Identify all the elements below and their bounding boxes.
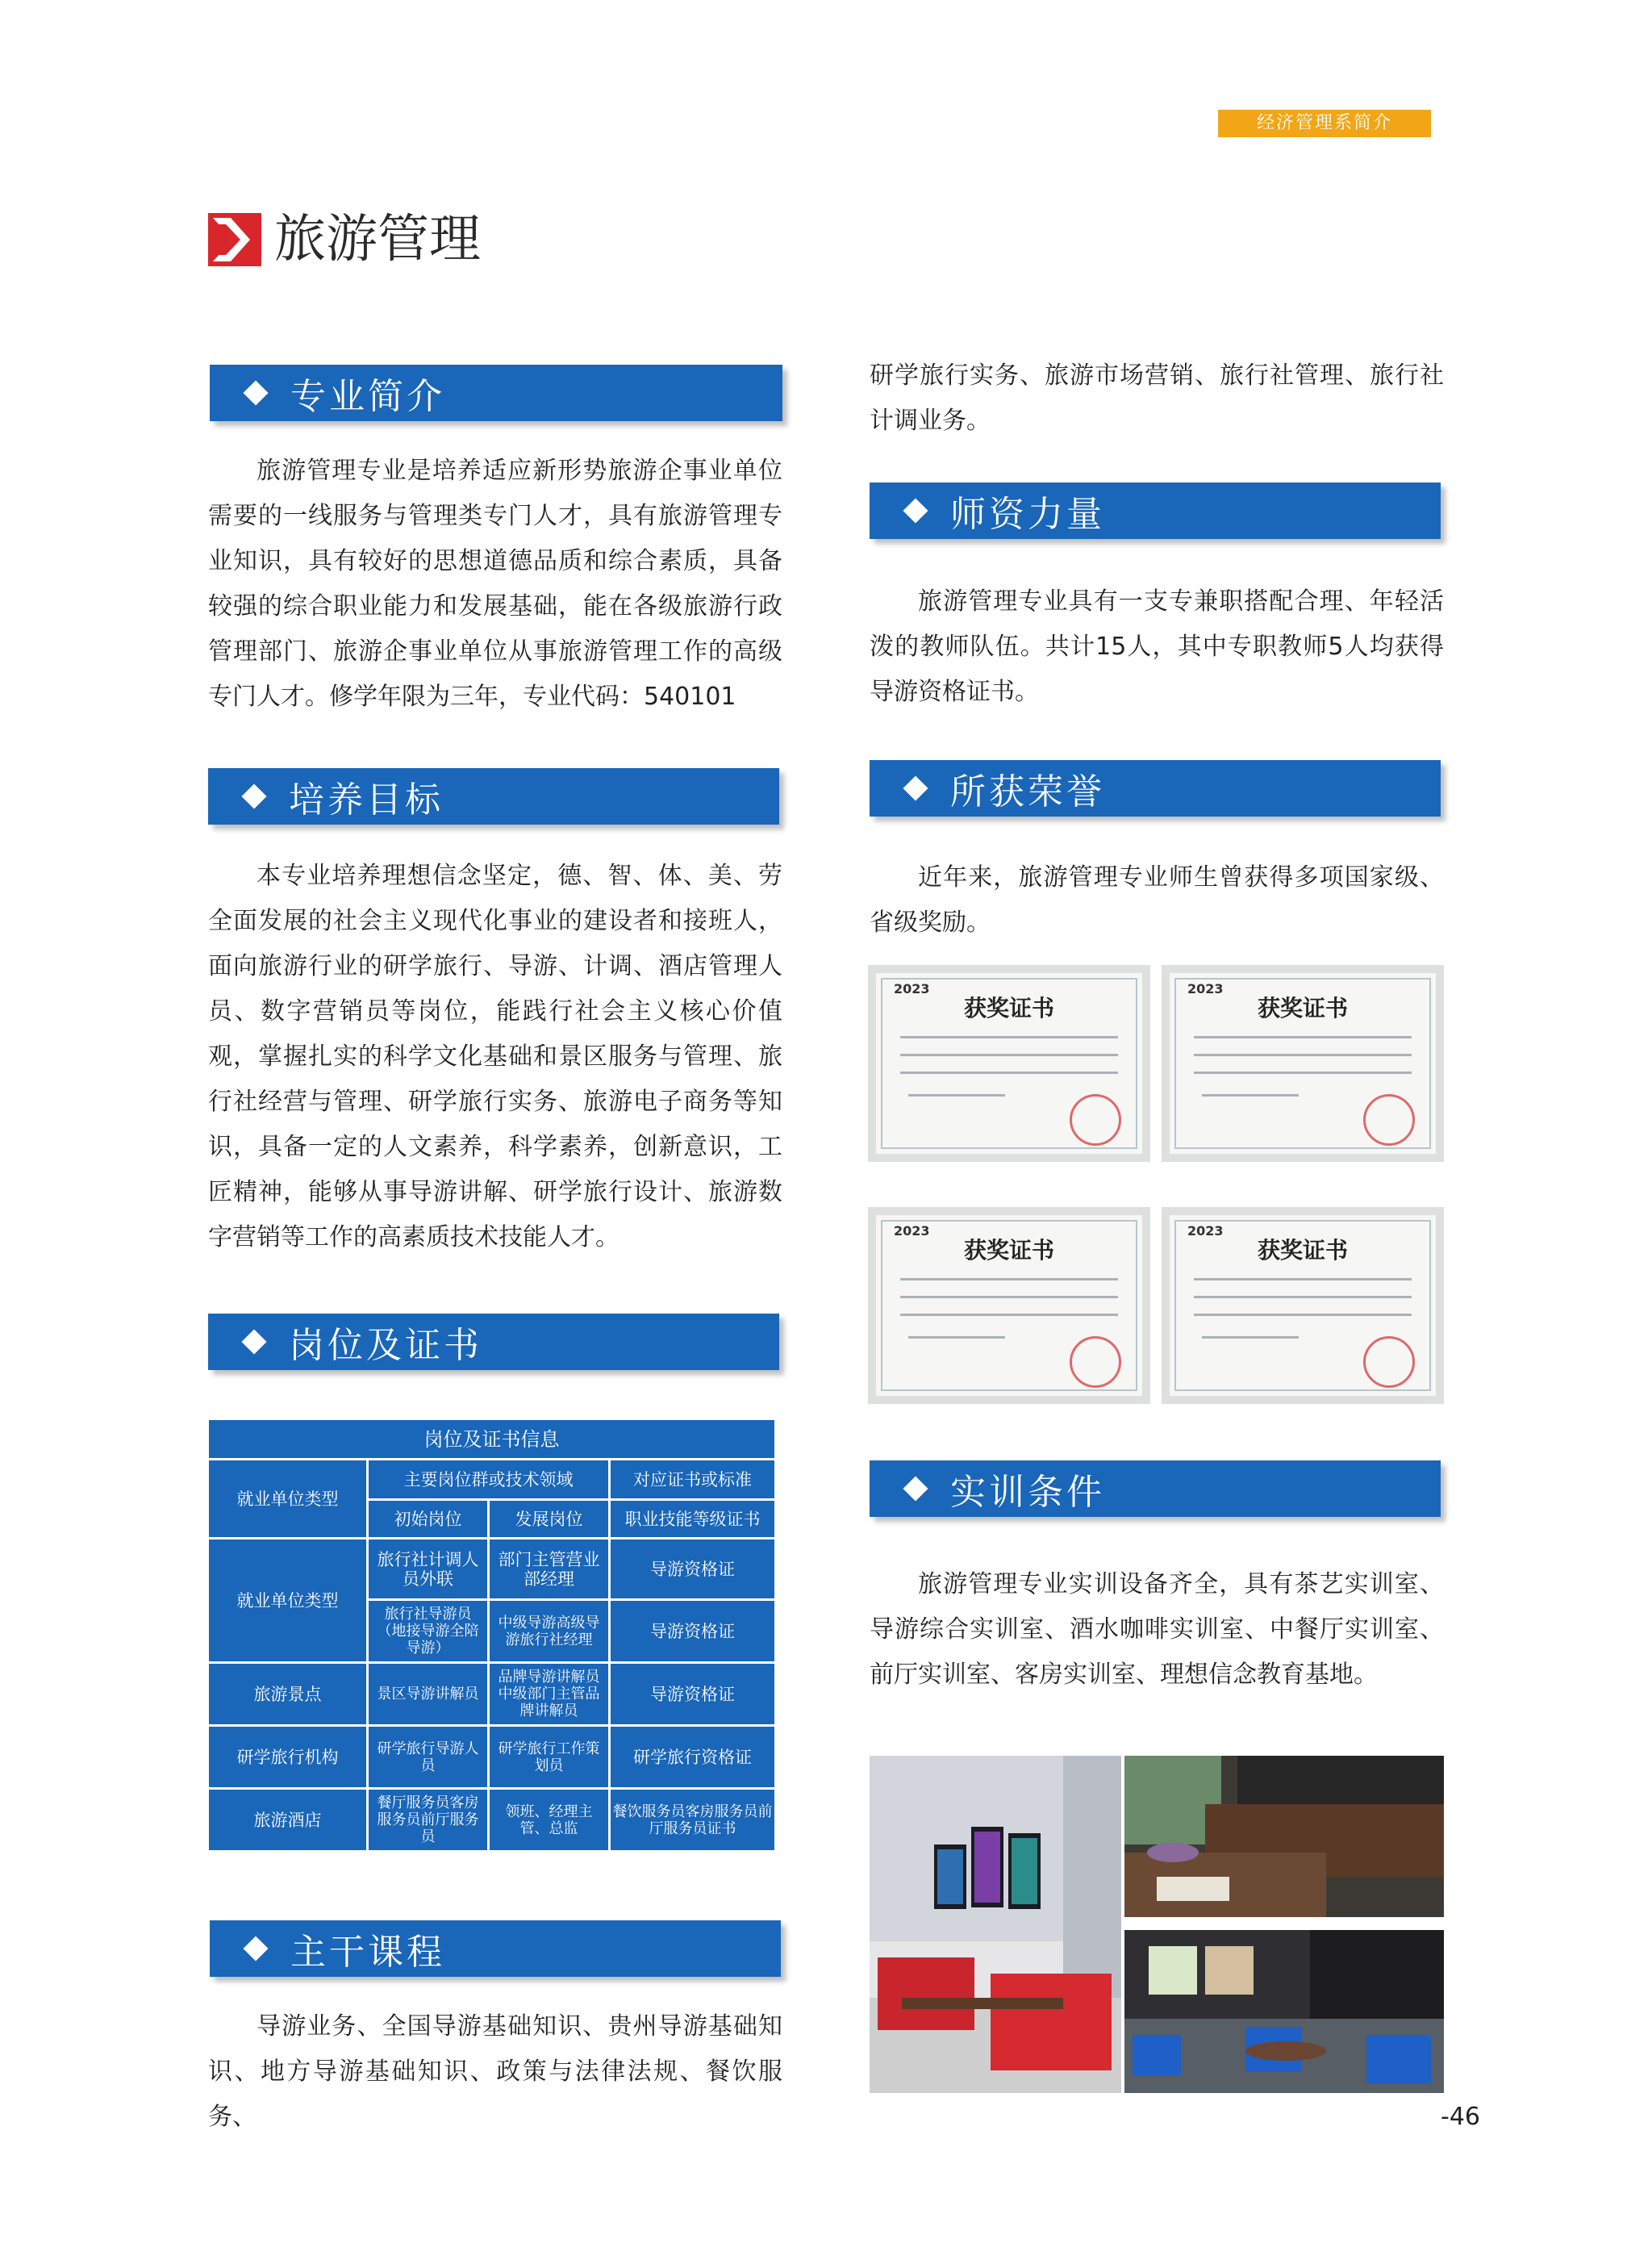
- diamond-icon: [903, 1476, 928, 1501]
- table-row: [208, 1726, 776, 1789]
- certificate-badge: 2023: [894, 1223, 930, 1239]
- page-title: 旅游管理: [274, 210, 481, 269]
- certificate-badge: 2023: [1187, 1223, 1224, 1239]
- section-header-jobs: [208, 1314, 779, 1370]
- table-caption: 岗位及证书信息: [208, 1419, 776, 1460]
- jobs-certificate-table: [206, 1418, 774, 1853]
- award-certificate-image: [1162, 965, 1444, 1162]
- table-cell: 部门主管营业部经理: [489, 1539, 610, 1600]
- table-header: 主要岗位群或技术领域: [368, 1460, 610, 1500]
- courses-paragraph: 导游业务、全国导游基础知识、贵州导游基础知识、地方导游基础知识、政策与法律法规、餐饮服务、: [208, 2012, 782, 2131]
- page-number: -46: [1441, 2103, 1480, 2131]
- certificate-title: 获奖证书: [963, 995, 1054, 1021]
- training-room-photo-bottom: [1124, 1930, 1444, 2093]
- diamond-icon: [903, 775, 928, 800]
- award-certificate-image: [868, 1207, 1150, 1404]
- table-cell: 研学旅行工作策划员: [489, 1726, 610, 1789]
- table-header: 初始岗位: [368, 1500, 489, 1539]
- table-cell: 餐饮服务员客房服务员前厅服务员证书: [610, 1789, 776, 1852]
- department-tag: 经济管理系简介: [1218, 110, 1431, 137]
- honors-paragraph: 近年来，旅游管理专业师生曾获得多项国家级、省级奖励。: [870, 863, 1444, 937]
- award-certificate-image: [1162, 1207, 1444, 1404]
- training-room-photo-large: [870, 1756, 1121, 2093]
- training-room-photo-top: [1124, 1756, 1444, 1917]
- section-header-honors: [870, 760, 1441, 817]
- table-cell: 中级导游高级导游旅行社经理: [489, 1600, 610, 1663]
- courses-paragraph-continued: 研学旅行实务、旅游市场营销、旅行社管理、旅行社计调业务。: [870, 361, 1444, 435]
- section-title: 培养目标: [289, 779, 444, 821]
- table-cell: 导游资格证: [610, 1600, 776, 1663]
- certificate-badge: 2023: [894, 981, 930, 996]
- section-title: 主干课程: [290, 1932, 445, 1973]
- table-cell: 旅行社计调人员外联: [368, 1539, 489, 1600]
- seal-stamp-icon: [1363, 1336, 1415, 1388]
- section-title: 专业简介: [290, 376, 445, 417]
- faculty-paragraph: 旅游管理专业具有一支专兼职搭配合理、年轻活泼的教师队伍。共计15人，其中专职教师5人均获得导游资格证书。: [870, 587, 1444, 706]
- section-header-goal: [208, 768, 779, 825]
- diamond-icon: [243, 380, 268, 405]
- award-certificate-image: [868, 965, 1150, 1162]
- section-title: 岗位及证书: [289, 1325, 482, 1366]
- table-cell: 领班、经理主管、总监: [489, 1789, 610, 1852]
- table-cell: 景区导游讲解员: [368, 1663, 489, 1726]
- table-cell: 研学旅行导游人员: [368, 1726, 489, 1789]
- table-row: [208, 1539, 776, 1600]
- goal-paragraph: 本专业培养理想信念坚定，德、智、体、美、劳全面发展的社会主义现代化事业的建设者和接班人，面向旅游行业的研学旅行、导游、计调、酒店管理人员、数字营销员等岗位，能践行社会主义核心价值观，掌握扎实的科学文化基础和景区服务与管理、旅行社经营与管理、研学旅行实务、旅游电子商务等知识，具备一定的人文素养，科学素养，创新意识，工匠精神，能够从事导游讲解、研学旅行设计、旅游数字营销等工作的高素质技术技能人才。: [208, 862, 782, 1251]
- intro-paragraph: 旅游管理专业是培养适应新形势旅游企事业单位需要的一线服务与管理类专门人才，具有旅游管理专业知识，具有较好的思想道德品质和综合素质，具备较强的综合职业能力和发展基础，能在各级旅游行政管理部门、旅游企事业单位从事旅游管理工作的高级专门人才。修学年限为三年，专业代码：540101: [208, 457, 782, 711]
- section-header-faculty: [870, 483, 1441, 539]
- table-cell: 研学旅行机构: [208, 1726, 368, 1789]
- certificate-title: 获奖证书: [963, 1237, 1054, 1264]
- certificate-title: 获奖证书: [1257, 1237, 1348, 1264]
- seal-stamp-icon: [1363, 1094, 1415, 1146]
- table-row: [208, 1663, 776, 1726]
- table-header: 就业单位类型: [208, 1460, 368, 1539]
- section-title: 师资力量: [950, 494, 1105, 535]
- diamond-icon: [241, 783, 266, 808]
- training-paragraph: 旅游管理专业实训设备齐全，具有茶艺实训室、导游综合实训室、酒水咖啡实训室、中餐厅实训室、前厅实训室、客房实训室、理想信念教育基地。: [870, 1570, 1444, 1689]
- diamond-icon: [241, 1329, 266, 1354]
- table-cell: 旅游景点: [208, 1663, 368, 1726]
- table-row: [208, 1789, 776, 1852]
- table-cell: 研学旅行资格证: [610, 1726, 776, 1789]
- table-cell: 导游资格证: [610, 1663, 776, 1726]
- table-header: 职业技能等级证书: [610, 1500, 776, 1539]
- table-cell: 餐厅服务员客房服务员前厅服务员: [368, 1789, 489, 1852]
- seal-stamp-icon: [1070, 1094, 1121, 1146]
- section-header-courses: [210, 1920, 781, 1977]
- section-header-training: [870, 1460, 1441, 1517]
- table-cell: 导游资格证: [610, 1539, 776, 1600]
- table-header: 对应证书或标准: [610, 1460, 776, 1500]
- table-cell: 旅行社导游员（地接导游全陪导游）: [368, 1600, 489, 1663]
- diamond-icon: [903, 498, 928, 523]
- section-title: 实训条件: [950, 1472, 1105, 1513]
- certificate-badge: 2023: [1187, 981, 1224, 996]
- table-cell: 品牌导游讲解员中级部门主管品牌讲解员: [489, 1663, 610, 1726]
- table-header: 发展岗位: [489, 1500, 610, 1539]
- diamond-icon: [243, 1936, 268, 1961]
- section-logo-icon: [208, 213, 261, 266]
- section-header-intro: [210, 365, 782, 421]
- seal-stamp-icon: [1070, 1336, 1121, 1388]
- section-title: 所获荣誉: [950, 771, 1105, 813]
- certificate-title: 获奖证书: [1257, 995, 1348, 1021]
- table-cell: 旅游酒店: [208, 1789, 368, 1852]
- table-cell: 就业单位类型: [208, 1539, 368, 1663]
